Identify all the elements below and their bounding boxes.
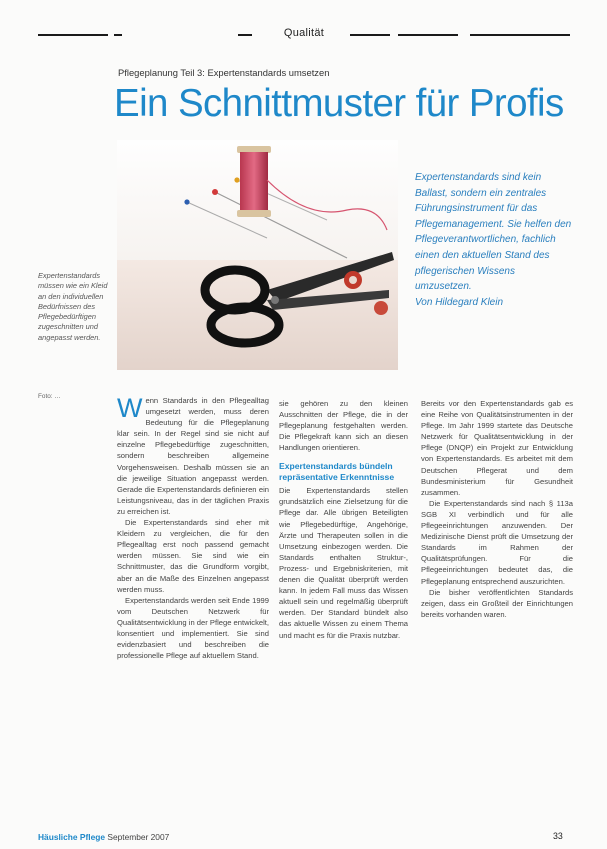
photo-credit: Foto: … xyxy=(38,393,61,400)
footer-issue xyxy=(38,832,169,842)
article-subhead: Expertenstandards bündeln repräsentative Erkenntnisse xyxy=(279,461,395,482)
body-column-1 xyxy=(117,395,269,661)
paragraph-text: enn Standards in den Pflegealltag umgesetzt werden, muss deren Bedeutung für die Pflegeplanung klar sein. In der Regel sind sie nicht auf einzelne Pflegebedürftige zugeschnitten, sondern beschreiben allgemeine Vorgehensweisen. Deshalb müssen sie an die jeweilige Situation angepasst werden. Gerade die Expertenstandards definieren ein Leistungsniveau, das in der täglichen Praxis zu erreichen ist. xyxy=(117,396,269,516)
paragraph: Bereits vor den Expertenstandards gab es eine Reihe von Qualitätsinstrumenten in der Pflege. Im Jahr 1999 startete das Deutsche Netzwerk für Qualitätsentwicklung in der Pflege (DNQP) ein Projekt zur Entwicklung von Expertenstandards. Es arbeitet mit dem Deutschen Pflegerat und dem Bundesministerium für Gesundheit zusammen. xyxy=(421,399,573,497)
magazine-name: Häusliche Pflege xyxy=(38,832,106,842)
drop-cap: W xyxy=(117,393,143,423)
section-label: Qualität xyxy=(283,27,325,39)
intro-text: Expertenstandards sind kein Ballast, sondern ein zentrales Führungsinstrument für das Pflegemanagement. Sie helfen den Pflegeverantwortlichen, fachlich einen den aktuellen Stand des pflegerischen Wissens umzusetzen. xyxy=(415,172,572,293)
paragraph: Die Expertenstandards stellen grundsätzlich eine Zielsetzung für die Pflege dar. Alle übrigen Beteiligten wie Pflegebedürftige, Angehörige, Ärzte und Therapeuten sollen in die Umsetzung einbezogen werden. Die Standards enthalten Struktur-, Prozess- und Ergebniskriterien, mit denen die Qualität überprüft werden kann. In jedem Fall muss das Wissen aktuell sein und regelmäßig überprüft werden. Der Standard bündelt also das aktuelle Wissen zu einem Thema und macht es für die Praxis nutzbar. xyxy=(279,486,408,640)
paragraph: Die Expertenstandards sind nach § 113a SGB XI verbindlich und für alle Pflegeeinrichtungen anzuwenden. Der Medizinische Dienst prüft die Umsetzung der Standards im Rahmen der Qualitätsprüfungen. Für die Pflegeeinrichtungen bedeutet das, die Pflegeplanung entsprechend auszurichten. xyxy=(421,498,573,586)
sewing-scissors-illustration xyxy=(117,140,398,370)
article-intro xyxy=(415,170,573,310)
paragraph xyxy=(117,395,269,517)
paragraph: Die bisher veröffentlichten Standards zeigen, dass ein Großteil der Einrichtungen bereits vorhanden waren. xyxy=(421,587,573,619)
paragraph: sie gehören zu den kleinen Ausschnitten der Pflege, die in der Pflegeplanung festgehalten werden. Die Pflegekraft kann sich an diesen Handlungen orientieren. xyxy=(279,399,408,453)
article-photo xyxy=(117,140,398,370)
body-column-2 xyxy=(279,398,408,641)
body-column-3 xyxy=(421,398,573,620)
paragraph: Die Expertenstandards sind eher mit Kleidern zu vergleichen, die für den Pflegealltag erst noch passend gemacht werden müssen. Sie sind wie ein Schnittmuster, das die Grundform vorgibt, aber an die Maße des Einzelnen angepasst werden muss. xyxy=(117,518,269,594)
article-headline: Ein Schnittmuster für Profis xyxy=(114,82,564,125)
article-kicker: Pflegeplanung Teil 3: Expertenstandards umsetzen xyxy=(118,67,330,78)
author-byline: Von Hildegard Klein xyxy=(415,296,504,308)
issue-date: September 2007 xyxy=(107,832,170,842)
page-number: 33 xyxy=(553,831,563,841)
paragraph: Expertenstandards werden seit Ende 1999 vom Deutschen Netzwerk für Qualitätsentwicklung in der Pflege entwickelt, konsentiert und implementiert. Sie sind evidenzbasiert und beschreiben die professionelle Pflege auf aktuellem Stand. xyxy=(117,595,269,661)
photo-caption: Expertenstandards müssen wie ein Kleid an den individuellen Bedürfnissen des Pflegebedürftigen zugeschnitten und angepasst werden. xyxy=(38,271,108,342)
